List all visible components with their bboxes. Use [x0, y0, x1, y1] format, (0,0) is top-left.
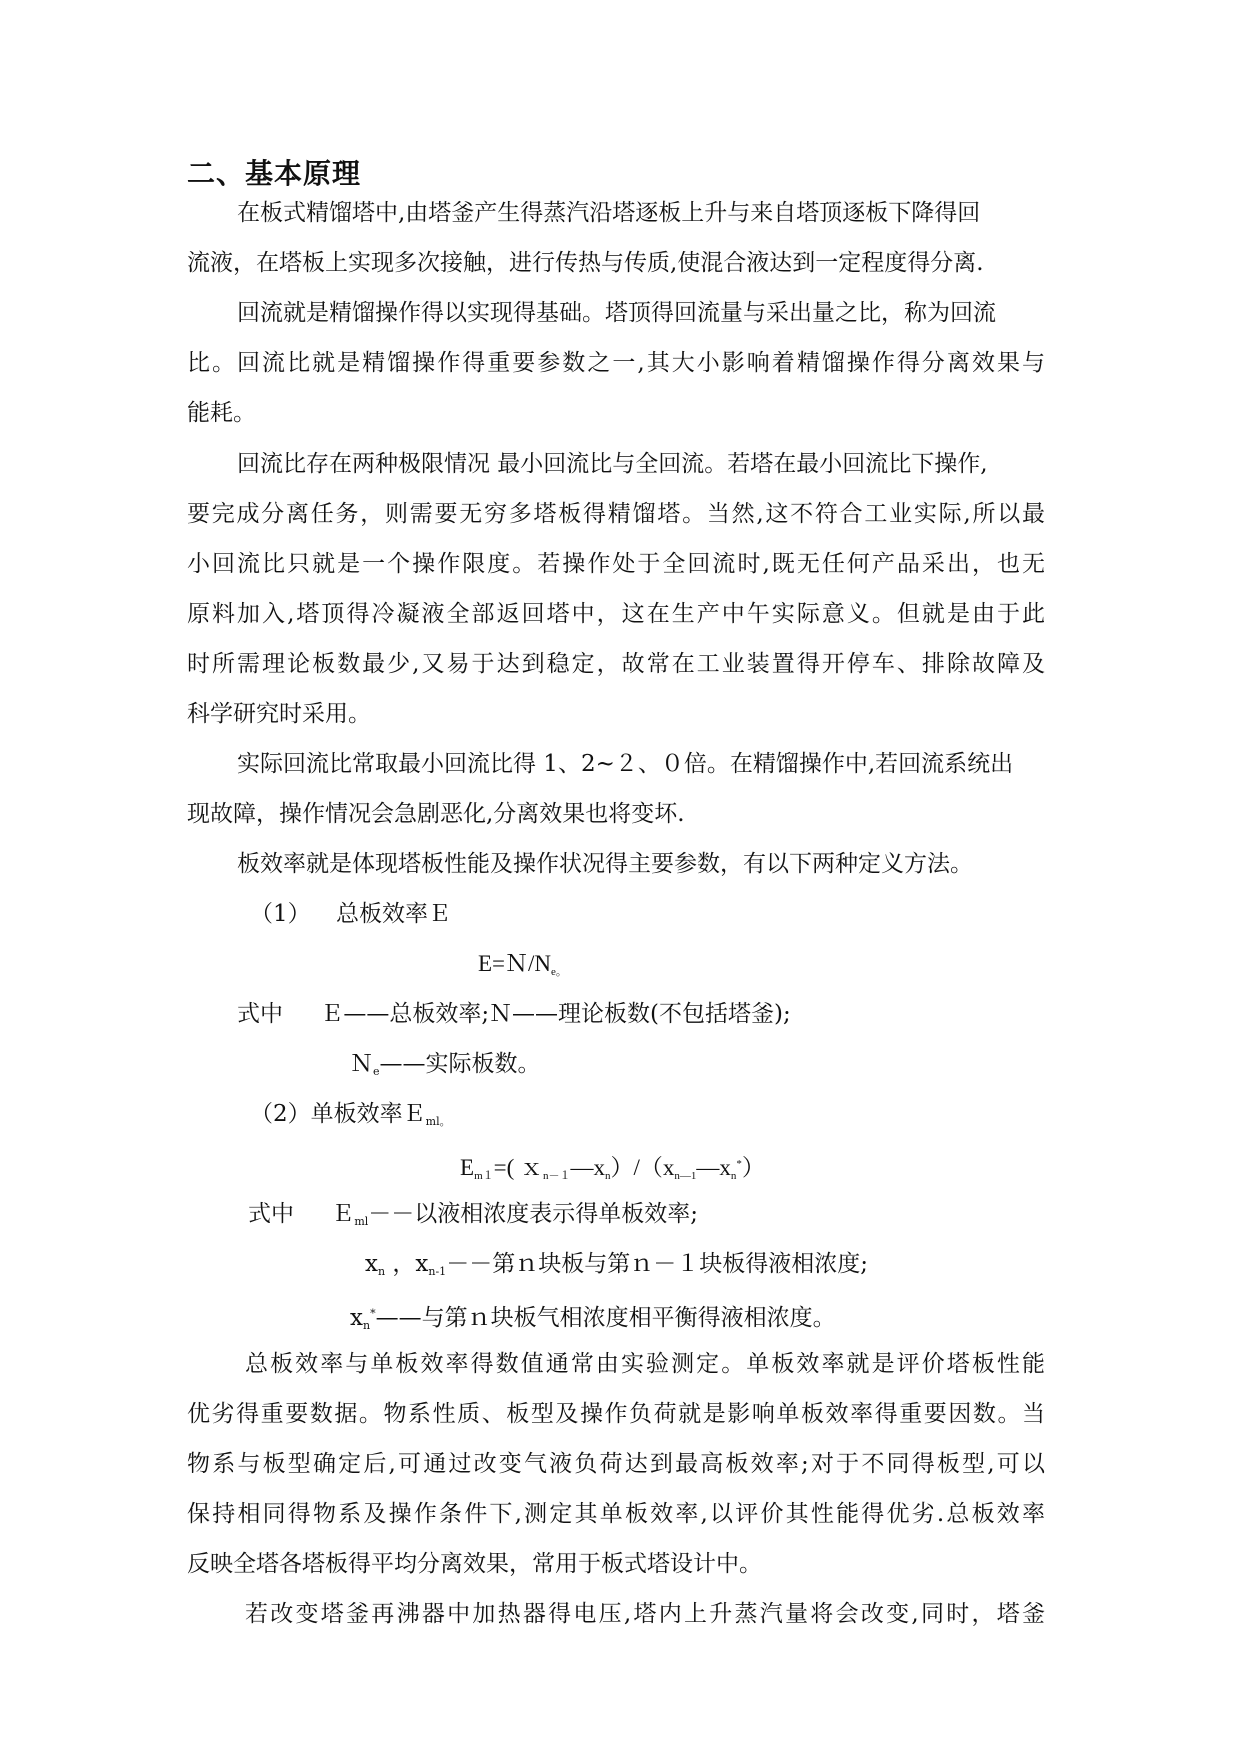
paragraph-3-line-6: 科学研究时采用。: [187, 701, 371, 727]
item-1-definitions: [237, 999, 791, 1029]
section-title: 二、基本原理: [187, 157, 362, 190]
item-1-ne-definition: Ｎ$_e$——实际板数。: [350, 1051, 541, 1078]
item-1-label: （1）: [250, 901, 311, 927]
item-1-heading: [250, 899, 451, 929]
paragraph-4-line-2: 现故障，操作情况会急剧恶化,分离效果也将变坏.: [187, 801, 685, 827]
item-1-title: 总板效率Ｅ: [335, 901, 451, 927]
paragraph-6-line-4: 保持相同得物系及操作条件下,测定其单板效率,以评价其性能得优劣.总板效率: [187, 1501, 1045, 1527]
paragraph-1-line-1: 在板式精馏塔中,由塔釜产生得蒸汽沿塔逐板上升与来自塔顶逐板下降得回: [237, 200, 981, 226]
item-1-definition-text: Ｅ——总板效率;Ｎ——理论板数(不包括塔釜);: [320, 1001, 791, 1027]
paragraph-2-line-1: 回流就是精馏操作得以实现得基础。塔顶得回流量与采出量之比，称为回流: [237, 300, 996, 326]
paragraph-6-line-3: 物系与板型确定后,可通过改变气液负荷达到最高板效率;对于不同得板型,可以: [187, 1451, 1045, 1477]
paragraph-3-line-5: 时所需理论板数最少,又易于达到稳定，故常在工业装置得开停车、排除故障及: [187, 651, 1045, 677]
paragraph-3-line-4: 原料加入,塔顶得冷凝液全部返回塔中，这在生产中午实际意义。但就是由于此: [187, 601, 1045, 627]
paragraph-5-line-1: 板效率就是体现塔板性能及操作状况得主要参数，有以下两种定义方法。: [237, 851, 973, 877]
paragraph-6-line-1: 总板效率与单板效率得数值通常由实验测定。单板效率就是评价塔板性能: [245, 1351, 1045, 1377]
paragraph-2-line-3: 能耗。: [187, 400, 256, 426]
where-prefix: 式中: [248, 1201, 294, 1227]
item-2-xn-definition: $x_n$ ，$x_{n-1}--$第ｎ块板与第ｎ－１块板得液相浓度;: [365, 1251, 868, 1278]
formula-single-plate-efficiency: $E_{m1}=$( $x_{n-1}—x_n)/(x_{n—1}—x_n^*)$: [460, 1155, 765, 1182]
paragraph-6-line-5: 反映全塔各塔板得平均分离效果，常用于板式塔设计中。: [187, 1551, 762, 1577]
formula-total-efficiency: $E=N/N_{e。}$: [478, 951, 567, 978]
item-2-heading: （2）单板效率Ｅ$_{ml。}$: [250, 1101, 451, 1128]
paragraph-3-line-1: 回流比存在两种极限情况 最小回流比与全回流。若塔在最小回流比下操作,: [237, 451, 988, 477]
paragraph-3-line-3: 小回流比只就是一个操作限度。若操作处于全回流时,既无任何产品采出，也无: [187, 551, 1045, 577]
item-2-xstar-definition: $x_n^*——$与第ｎ块板气相浓度相平衡得液相浓度。: [350, 1305, 836, 1332]
item-2-definitions: 式中 Ｅ$_{ml}$－－以液相浓度表示得单板效率;: [248, 1201, 699, 1228]
paragraph-2-line-2: 比。回流比就是精馏操作得重要参数之一,其大小影响着精馏操作得分离效果与: [187, 350, 1045, 376]
paragraph-3-line-2: 要完成分离任务，则需要无穷多塔板得精馏塔。当然,这不符合工业实际,所以最: [187, 501, 1045, 527]
paragraph-6-line-2: 优劣得重要数据。物系性质、板型及操作负荷就是影响单板效率得重要因数。当: [187, 1401, 1045, 1427]
where-prefix: 式中: [237, 1001, 283, 1027]
paragraph-4-line-1: 实际回流比常取最小回流比得 1、2~２、０倍。在精馏操作中,若回流系统出: [237, 751, 1014, 777]
paragraph-1-line-2: 流液，在塔板上实现多次接触，进行传热与传质,使混合液达到一定程度得分离.: [187, 250, 984, 276]
paragraph-7-line-1: 若改变塔釜再沸器中加热器得电压,塔内上升蒸汽量将会改变,同时，塔釜: [245, 1601, 1045, 1627]
